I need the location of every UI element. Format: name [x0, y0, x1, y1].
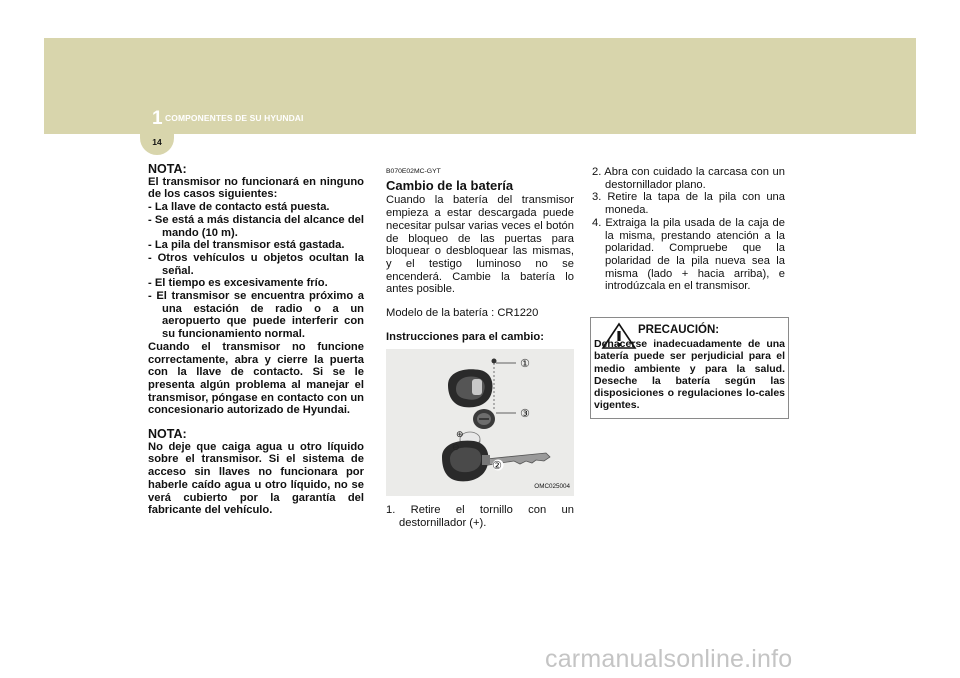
section-code: B070E02MC-GYT — [386, 168, 441, 175]
chapter-title: COMPONENTES DE SU HYUNDAI — [165, 113, 304, 123]
right-column — [592, 166, 785, 293]
nota-1-item: - El transmisor se encuentra próximo a una estación de radio o a un aeropuerto que puede interferir con su funcionamiento normal. — [148, 290, 364, 341]
nota-2-text: No deje que caiga agua u otro líquido sobre el transmisor. Si el sistema de acceso sin llaves no funcionara por haberle caído agua u otro líquido, no se verá cubierto por la garantía del fabricante del vehículo. — [148, 440, 364, 517]
watermark: carmanualsonline.info — [545, 645, 793, 673]
section-intro: Cuando la batería del transmisor empieza a estar descargada puede necesitar pulsar varias veces el botón de bloqueo de las puertas para bloquear o desbloquear las mismas, y el testigo luminoso no se encenderá. Cambie la batería lo antes posible. — [386, 194, 574, 296]
step-3: 3. Retire la tapa de la pila con una moneda. — [592, 191, 785, 217]
battery-cover-shape — [473, 409, 495, 429]
caution-title: PRECAUCIÓN: — [638, 324, 720, 336]
minus-marker: ⊖ — [452, 443, 460, 454]
caution-box — [590, 317, 789, 419]
caution-text: Dehacerse inadecuadamente de una batería puede ser perjudicial para el medio ambiente y para la salud. Deseche la batería según las disposiciones o regulaciones lo-cales vigentes. — [594, 338, 785, 412]
callout-2: ② — [492, 459, 502, 473]
middle-column — [386, 166, 574, 530]
key-exploded-illustration — [386, 349, 574, 496]
step-1: 1. Retire el tornillo con un destornillador (+). — [386, 504, 574, 530]
nota-1-item: - Otros vehículos u objetos ocultan la señal. — [148, 251, 364, 277]
nota-1-intro: El transmisor no funcionará en ninguno de los casos siguientes: — [148, 175, 364, 201]
step-4: 4. Extraiga la pila usada de la caja de la misma, prestando atención a la polaridad. Compruebe que la polaridad de la pila nueva sea la misma (lado + hacia arriba), e introdúzcala en el transmisor. — [592, 216, 785, 293]
callout-1: ① — [520, 357, 530, 371]
page-number: 14 — [152, 137, 162, 147]
fob-cover-shape — [448, 370, 493, 408]
nota-1-outro: Cuando el transmisor no funcione correctamente, abra y cierre la puerta con la llave de contacto. Si se le presenta algún problema al manejar el transmisor, póngase en contacto con un concesionario autorizado de Hyundai. — [148, 340, 364, 417]
nota-1-item: - La llave de contacto está puesta. — [148, 201, 330, 214]
instructions-title: Instrucciones para el cambio: — [386, 330, 544, 343]
nota-2-title: NOTA: — [148, 427, 187, 442]
chapter-number: 1 — [152, 108, 163, 129]
battery-model: Modelo de la batería : CR1220 — [386, 307, 539, 320]
key-battery-figure — [386, 349, 574, 496]
nota-1-item: - La pila del transmisor está gastada. — [148, 239, 345, 252]
figure-code: OMC025004 — [534, 482, 570, 490]
plus-marker: ⊕ — [456, 430, 464, 441]
section-title: Cambio de la batería — [386, 177, 514, 193]
step-2: 2. Abra con cuidado la carcasa con un destornillador plano. — [592, 166, 785, 191]
nota-1-item: - El tiempo es excesivamente frío. — [148, 277, 328, 290]
left-column — [148, 163, 364, 517]
nota-1-item: - Se está a más distancia del alcance del mando (10 m). — [148, 213, 364, 239]
callout-3: ③ — [520, 407, 530, 421]
nota-1-title: NOTA: — [148, 162, 187, 176]
